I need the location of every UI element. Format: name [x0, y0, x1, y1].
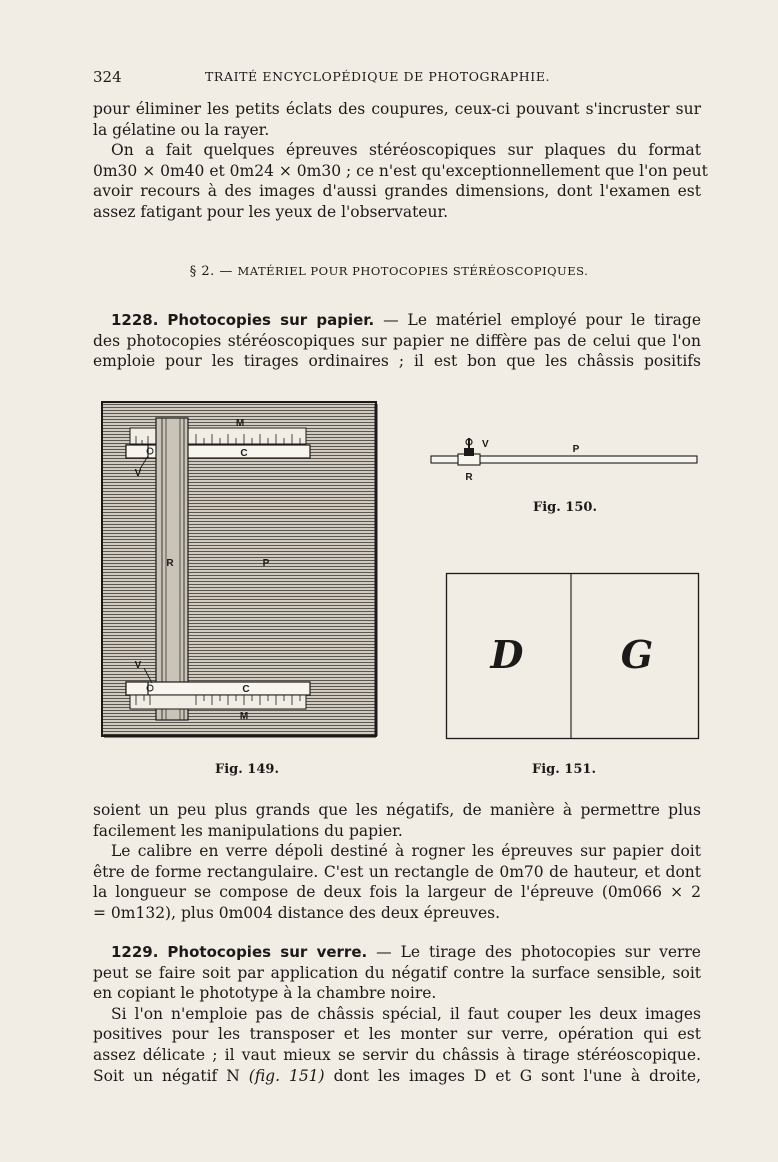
text-line: [93, 942, 701, 963]
page-number: 324: [93, 68, 122, 86]
label-v-bottom: V: [134, 660, 142, 671]
text-line: la gélatine ou la rayer.: [93, 120, 270, 139]
text-line: soient un peu plus grands que les négatifs, de manière à permettre plus: [93, 801, 701, 819]
article-1228: [93, 310, 701, 372]
figure-149-caption: Fig. 149.: [215, 762, 279, 777]
text-fragment: dont les images D et G sont l'une à droite,: [324, 1066, 701, 1085]
running-title: TRAITÉ ENCYCLOPÉDIQUE DE PHOTOGRAPHIE.: [205, 69, 551, 84]
label-r: R: [166, 558, 174, 569]
text-line: 0m30 × 0m40 et 0m24 × 0m30 ; ce n'est qu'exceptionnellement que l'on peut: [93, 161, 708, 180]
article-title: Photocopies sur papier.: [167, 311, 375, 329]
text-line: avoir recours à des images d'aussi grandes dimensions, dont l'examen est: [93, 182, 701, 201]
text-line: la longueur se compose de deux fois la largeur de l'épreuve (0m066 × 2: [93, 883, 701, 902]
text-line: assez fatigant pour les yeux de l'observateur.: [93, 202, 449, 221]
label-m-bottom: M: [239, 711, 249, 722]
text-line: On a fait quelques épreuves stéréoscopiques sur plaques du format: [111, 141, 701, 160]
screw-head: [464, 448, 474, 456]
label-p: P: [572, 444, 580, 455]
top-slide-bar: [126, 445, 310, 458]
figure-150-caption: Fig. 150.: [533, 500, 597, 515]
text-fragment: — Le matériel employé pour le tirage: [374, 311, 702, 329]
continuation-paragraph: [93, 800, 701, 924]
article-title: Photocopies sur verre.: [167, 943, 368, 961]
article-1229: [93, 942, 701, 1086]
text-line: en copiant le phototype à la chambre noire.: [93, 984, 437, 1003]
text-line: peut se faire soit par application du négatif contre la surface sensible, soit: [93, 963, 701, 982]
text-line: des photocopies stéréoscopiques sur papier ne diffère pas de celui que l'on: [93, 331, 701, 350]
label-v-top: V: [134, 468, 142, 479]
section-heading: [0, 264, 778, 279]
text-line: être de forme rectangulaire. C'est un rectangle de 0m70 de hauteur, et dont: [93, 862, 701, 881]
text-line: emploie pour les tirages ordinaires ; il est bon que les châssis positifs: [93, 352, 701, 371]
section-prefix: § 2. —: [189, 264, 238, 279]
label-c-bottom: C: [242, 684, 250, 695]
label-v: V: [482, 439, 489, 450]
figure-reference: (fig. 151): [248, 1066, 325, 1085]
text-line: Si l'on n'emploie pas de châssis spécial, il faut couper les deux images: [111, 1004, 701, 1023]
section-title: MATÉRIEL POUR PHOTOCOPIES STÉRÉOSCOPIQUES.: [237, 264, 589, 278]
image-letter-d: D: [490, 632, 524, 677]
label-r: R: [465, 472, 473, 483]
text-line: facilement les manipulations du papier.: [93, 821, 403, 840]
figure-149-illustration: [100, 400, 380, 742]
figure-150-illustration: [428, 434, 702, 484]
article-number: 1228.: [111, 311, 159, 329]
text-line: assez délicate ; il vaut mieux se servir du châssis à tirage stéréoscopique.: [93, 1045, 701, 1064]
label-m-top: M: [235, 418, 245, 429]
running-header: [93, 68, 700, 90]
label-c-top: C: [240, 448, 248, 459]
text-line: positives pour les transposer et les monter sur verre, opération qui est: [93, 1025, 701, 1044]
text-line: [93, 1066, 701, 1087]
text-line: = 0m132), plus 0m004 distance des deux épreuves.: [93, 903, 501, 922]
text-line: [93, 310, 701, 331]
intro-paragraph: [93, 99, 708, 223]
figure-151-caption: Fig. 151.: [532, 762, 596, 777]
image-letter-g: G: [620, 632, 654, 677]
vertical-ruler: [156, 418, 188, 720]
article-number: 1229.: [111, 943, 159, 961]
bottom-ruler: [130, 695, 306, 709]
text-fragment: Soit un négatif N: [93, 1066, 249, 1085]
figure-151-illustration: [445, 572, 701, 742]
text-line: Le calibre en verre dépoli destiné à rogner les épreuves sur papier doit: [111, 842, 701, 861]
text-line: pour éliminer les petits éclats des coupures, ceux-ci pouvant s'incruster sur: [93, 100, 701, 118]
bottom-slide-bar: [126, 682, 310, 695]
negative-outline: [447, 574, 699, 739]
text-fragment: — Le tirage des photocopies sur verre: [367, 943, 701, 961]
label-p: P: [262, 558, 270, 569]
